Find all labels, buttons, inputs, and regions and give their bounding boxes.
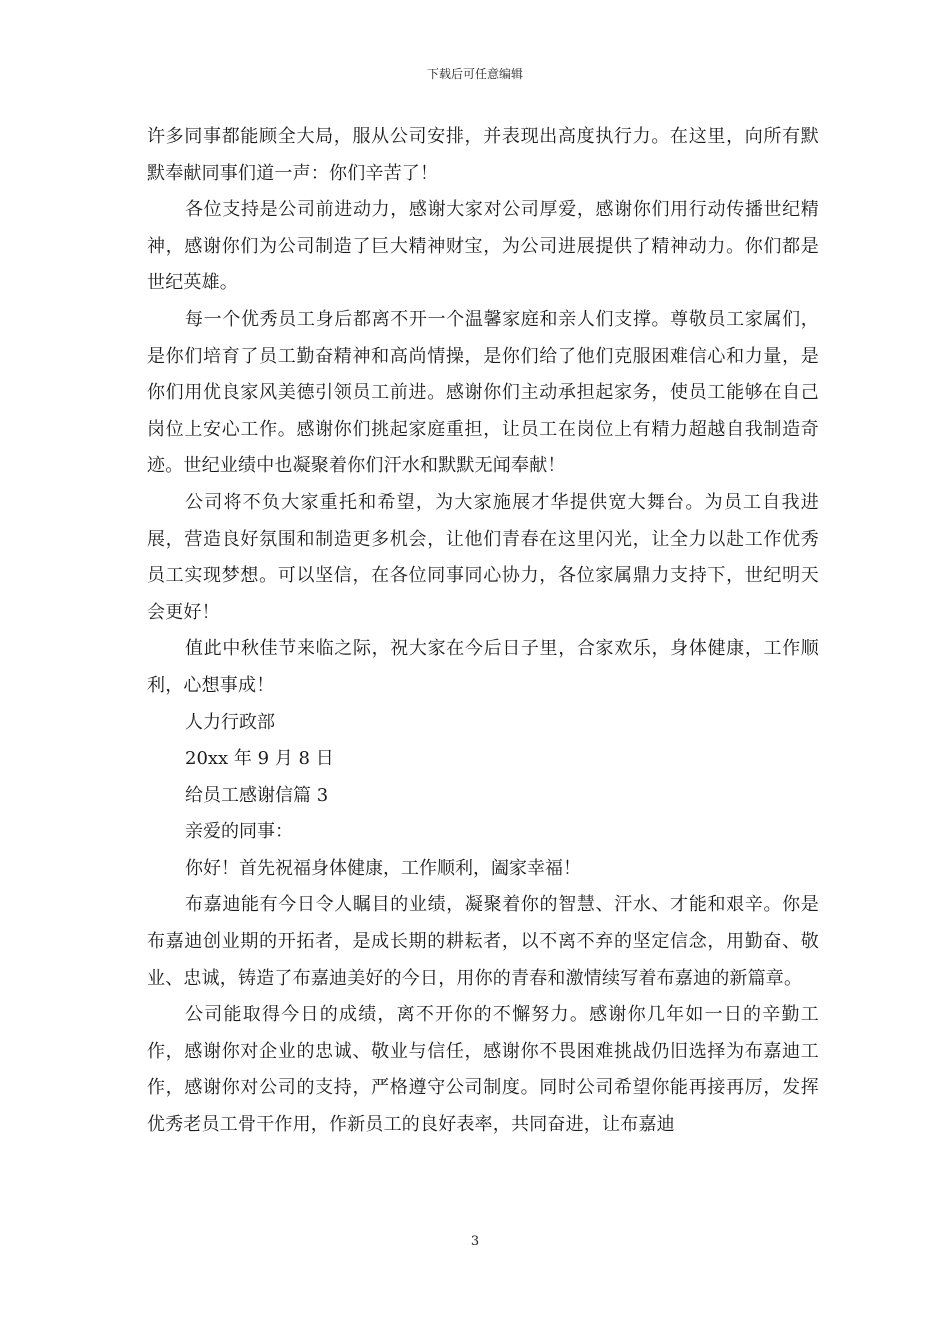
letter-greeting: 你好！首先祝福身体健康，工作顺利，阖家幸福！ (185, 857, 581, 879)
paragraph-festival-wishes: 值此中秋佳节来临之际，祝大家在今后日子里，合家欢乐，身体健康，工作顺利，心想事成！ (147, 638, 819, 696)
section-title: 给员工感谢信篇 3 (185, 784, 329, 806)
paragraph-support: 各位支持是公司前进动力，感谢大家对公司厚爱，感谢你们用行动传播世纪精神，感谢你们为公司制造了巨大精神财宝，为公司进展提供了精神动力。你们都是世纪英雄。 (147, 199, 819, 294)
paragraph-gratitude: 公司能取得今日的成绩，离不开你的不懈努力。感谢你几年如一日的辛勤工作，感谢你对企业的忠诚、敬业与信任，感谢你不畏困难挑战仍旧选择为布嘉迪工作，感谢你对公司的支持，严格遵守公司制度。同时公司希望你能再接再厉，发挥优秀老员工骨干作用，作新员工的良好表率，共同奋进，让布嘉迪 (147, 1004, 819, 1136)
page-number: 3 (470, 1234, 480, 1249)
letter-date: 20xx 年 9 月 8 日 (185, 748, 334, 770)
paragraph-achievements: 布嘉迪能有今日令人瞩目的业绩，凝聚着你的智慧、汗水、才能和艰辛。你是布嘉迪创业期的开拓者，是成长期的耕耘者，以不离不弃的坚定信念，用勤奋、敬业、忠诚，铸造了布嘉迪美好的今日，用你的青春和激情续写着布嘉迪的新篇章。 (147, 894, 819, 989)
letter-salutation: 亲爱的同事： (185, 821, 293, 843)
document-body (147, 119, 819, 1144)
signature-department: 人力行政部 (185, 711, 275, 733)
paragraph-promise: 公司将不负大家重托和希望，为大家施展才华提供宽大舞台。为员工自我进展，营造良好氛围和制造更多机会，让他们青春在这里闪光，让全力以赴工作优秀员工实现梦想。可以坚信，在各位同事同心协力，各位家属鼎力支持下，世纪明天会更好！ (147, 491, 819, 623)
paragraph-continuation: 许多同事都能顾全大局，服从公司安排，并表现出高度执行力。在这里，向所有默默奉献同事们道一声：你们辛苦了！ (147, 126, 819, 184)
page-header: 下载后可任意编辑 (426, 67, 523, 81)
paragraph-families: 每一个优秀员工身后都离不开一个温馨家庭和亲人们支撑。尊敬员工家属们，是你们培育了员工勤奋精神和高尚情操，是你们给了他们克服困难信心和力量，是你们用优良家风美德引领员工前进。感谢你们主动承担起家务，使员工能够在自己岗位上安心工作。感谢你们挑起家庭重担，让员工在岗位上有精力超越自我制造奇迹。世纪业绩中也凝聚着你们汗水和默默无闻奉献！ (147, 308, 819, 477)
